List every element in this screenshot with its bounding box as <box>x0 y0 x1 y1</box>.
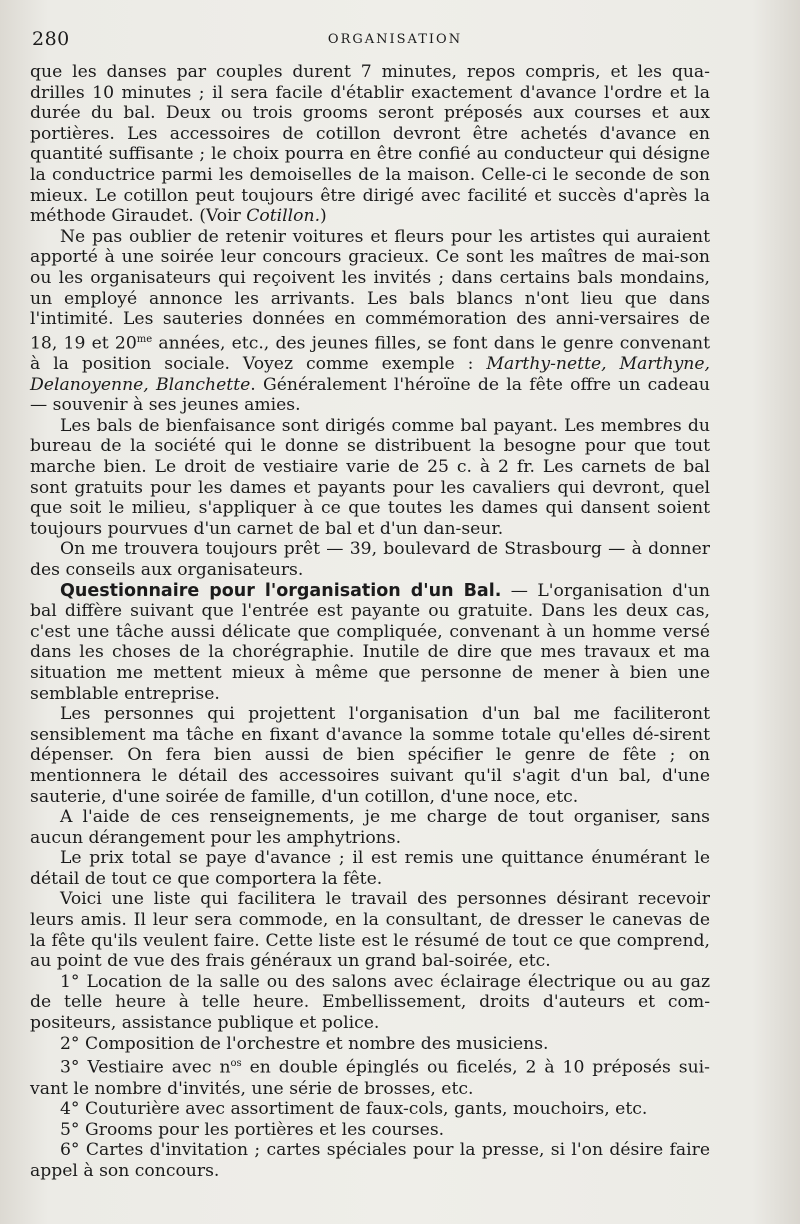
paragraph <box>30 62 710 227</box>
page-header <box>30 28 760 52</box>
superscript: os <box>230 1058 242 1070</box>
text-run: ) <box>320 206 327 227</box>
list-item: 2° Composition de l'orchestre et nombre des musiciens. <box>60 1033 549 1054</box>
body-text <box>30 62 710 1182</box>
superscript: me <box>136 333 153 345</box>
paragraph: A l'aide de ces renseignements, je me charge de tout organiser, sans aucun dérangement pour les amphytrions. <box>30 807 710 848</box>
paragraph: Les personnes qui projettent l'organisation d'un bal me faciliteront sensiblement ma tâche en fixant d'avance la somme totale qu'elles dé-sirent dépenser. On fera bien aussi de bien spécifier le genre de fête ; on mentionnera le détail des accessoires suivant qu'il s'agit d'un bal, d'une sauterie, d'une soirée de famille, d'un cotillon, d'une noce, etc. <box>30 704 710 807</box>
section-title: Questionnaire pour l'organisation d'un Bal. <box>60 580 502 601</box>
italic-run: Marthy-nette, Marthyne, Delanoyenne, Blanchette <box>30 354 710 395</box>
page-number: 280 <box>32 28 70 50</box>
text-run: 3° Vestiaire avec n <box>60 1057 231 1078</box>
list-item <box>30 1054 710 1099</box>
paragraph: Le prix total se paye d'avance ; il est remis une quittance énumérant le détail de tout ce que comportera la fête. <box>30 848 710 889</box>
text-run: que les danses par couples durent 7 minutes, repos compris, et les qua-drilles 10 minutes ; il sera facile d'établir exactement d'avance l'ordre et la durée du bal. Deux ou trois grooms seront préposés aux courses et aux portières. Les accessoires de cotillon devront être achetés d'avance en quantité suffisante ; le choix pourra en être confié au conducteur qui désigne la conductrice parmi les demoiselles de la maison. Celle-ci le seconde de son mieux. Le cotillon peut toujours être dirigé avec facilité et succès d'après la méthode Giraudet. (Voir <box>30 62 710 227</box>
list-item: 4° Couturière avec assortiment de faux-cols, gants, mouchoirs, etc. <box>60 1099 648 1120</box>
list-item: 6° Cartes d'invitation ; cartes spéciales pour la presse, si l'on désire faire appel à son concours. <box>30 1140 710 1181</box>
running-title: ORGANISATION <box>327 32 463 47</box>
paragraph <box>30 581 710 705</box>
italic-run: Cotillon. <box>246 206 321 227</box>
text-run: années, etc., des jeunes filles, se font dans le genre convenant à la position sociale. Voyez comme exemple : <box>30 333 710 375</box>
paragraph: Les bals de bienfaisance sont dirigés comme bal payant. Les membres du bureau de la société qui le donne se distribuent la besogne pour que tout marche bien. Le droit de vestiaire varie de 25 c. à 2 fr. Les carnets de bal sont gratuits pour les dames et payants pour les cavaliers qui devront, quel que soit le milieu, s'appliquer à ce que toutes les dames qui dansent soient toujours pourvues d'un carnet de bal et d'un dan-seur. <box>30 415 710 539</box>
list-item: 5° Grooms pour les portières et les courses. <box>60 1119 445 1140</box>
paragraph: On me trouvera toujours prêt — 39, boulevard de Strasbourg — à donner des conseils aux organisateurs. <box>30 539 710 580</box>
text-run: Ne pas oublier de retenir voitures et fleurs pour les artistes qui auraient apporté à une soirée leur concours gracieux. Ce sont les maîtres de mai-son ou les organisateurs qui reçoivent les invités ; dans certains bals mondains, un employé annonce les arrivants. Les bals blancs n'ont lieu que dans l'intimité. Les sauteries données en commémoration des anni-versaires de 18, 19 et 20 <box>30 226 710 354</box>
text-run: . Généralement l'héroïne de la fête offre un cadeau — souvenir à ses jeunes amies. <box>30 374 710 416</box>
text-run: en double épinglés ou ficelés, 2 à 10 préposés sui-vant le nombre d'invités, une série de brosses, etc. <box>30 1057 710 1099</box>
paragraph: Voici une liste qui facilitera le travail des personnes désirant recevoir leurs amis. Il leur sera commode, en la consultant, de dresser le canevas de la fête qu'ils veulent faire. Cette liste est le résumé de tout ce que comprend, au point de vue des frais généraux un grand bal-soirée, etc. <box>30 889 710 972</box>
paragraph <box>30 227 710 416</box>
text-run: — L'organisation d'un bal diffère suivant que l'entrée est payante ou gratuite. Dans les deux cas, c'est une tâche aussi délicate que compliquée, convenant à un homme versé dans les choses de la chorégraphie. Inutile de dire que mes travaux et ma situation me mettent mieux à même que personne de mener à bien une semblable entreprise. <box>30 580 710 704</box>
list-item: 1° Location de la salle ou des salons avec éclairage électrique ou au gaz de telle heure à telle heure. Embellissement, droits d'auteurs et com-positeurs, assistance publique et police. <box>30 971 710 1034</box>
